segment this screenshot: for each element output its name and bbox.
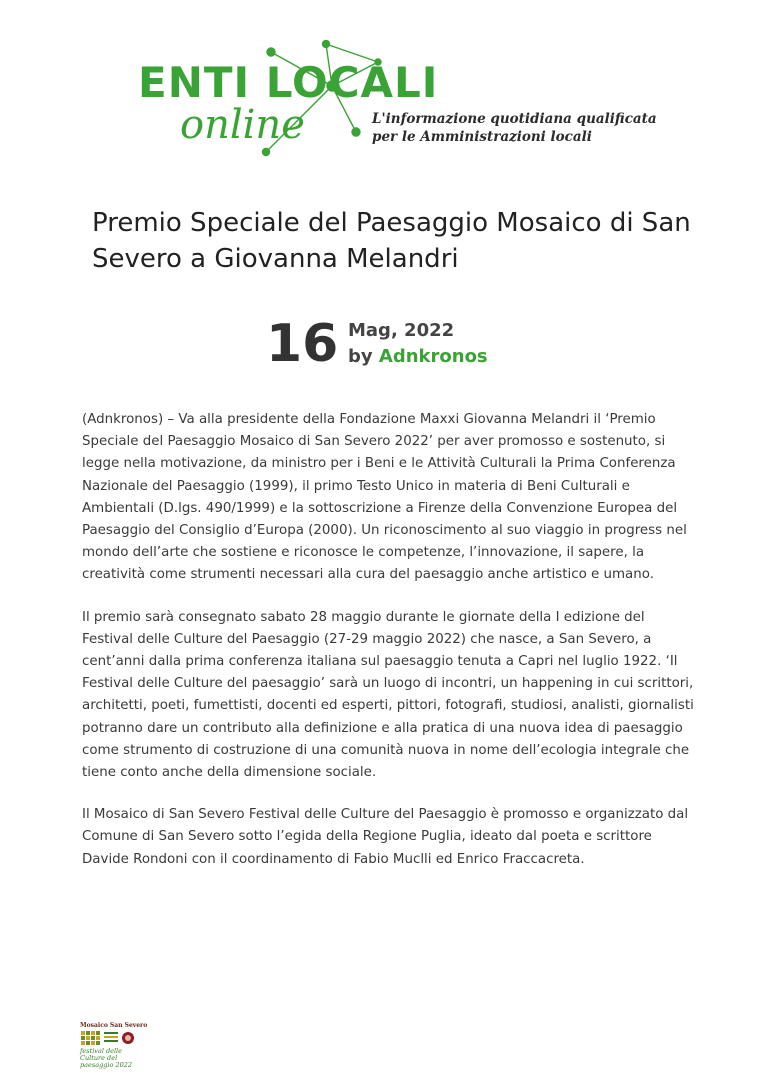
enti-locali-logo[interactable] bbox=[136, 40, 656, 160]
logo-online-text: online bbox=[180, 102, 305, 148]
tagline-line-1: L'informazione quotidiana qualificata bbox=[372, 111, 657, 127]
festival-logo bbox=[80, 1022, 148, 1069]
article-body bbox=[82, 409, 694, 891]
date-month-year: Mag, 2022 bbox=[348, 320, 455, 341]
article-paragraph-1: (Adnkronos) – Va alla presidente della Fondazione Maxxi Giovanna Melandri il ‘Premio Speciale del Paesaggio Mosaico di San Severo 2022’ per aver promosso e sostenuto, si legge nella motivazione, da ministro per i Beni e le Attività Culturali la Prima Conferenza Nazionale del Paesaggio (1999), il primo Testo Unico in materia di Beni Culturali e Ambientali (D.lgs. 490/1999) e la sottoscrizione a Firenze della Convenzione Europea del Paesaggio del Consiglio d’Europa (2000). Un riconoscimento al suo viaggio in progress nel mondo dell’arte che sostiene e riconosce le competenze, l’innovazione, il sapere, la creatività come strumenti necessari alla cura del paesaggio anche artistico e umano. bbox=[82, 412, 687, 583]
date-day: 16 bbox=[266, 314, 339, 374]
tagline-line-2: per le Amministrazioni locali bbox=[372, 129, 592, 145]
article-title: Premio Speciale del Paesaggio Mosaico di San Severo a Giovanna Melandri bbox=[92, 208, 691, 274]
logo-tagline bbox=[372, 110, 662, 146]
article-paragraph-3: Il Mosaico di San Severo Festival delle Culture del Paesaggio è promosso e organizzato dal Comune di San Severo sotto l’egida della Regione Puglia, ideato dal poeta e scrittore Davide Rondoni con il coordinamento di Fabio Muclli ed Enrico Fraccacreta. bbox=[82, 807, 689, 867]
festival-logo-bottom-text: festival delle Culture del paesaggio 2022 bbox=[80, 1047, 133, 1069]
logo-enti-locali-text: ENTI LOCALI bbox=[138, 58, 439, 107]
author-link[interactable]: Adnkronos bbox=[378, 346, 488, 367]
festival-logo-top-text: Mosaico San Severo bbox=[80, 1022, 148, 1029]
festival-logo-mosaic-icon bbox=[80, 1030, 146, 1048]
byline-prefix: by bbox=[348, 346, 373, 367]
article-paragraph-2: Il premio sarà consegnato sabato 28 maggio durante le giornate della I edizione del Festival delle Culture del Paesaggio (27-29 maggio 2022) che nasce, a San Severo, a cent’anni dalla prima conferenza italiana sul paesaggio tenuta a Capri nel luglio 1922. ‘Il Festival delle Culture del paesaggio’ sarà un luogo di incontri, un happening in cui scrittori, architetti, poeti, fumettisti, docenti ed esperti, pittori, fotografi, studiosi, analisti, giornalisti potranno dare un contributo alla definizione e alla pratica di una nuova idea di paesaggio come strumento di costruzione di una comunità nuova in nome dell’ecologia integrale che tiene conto anche della dimensione sociale. bbox=[82, 609, 694, 781]
byline bbox=[348, 346, 488, 367]
